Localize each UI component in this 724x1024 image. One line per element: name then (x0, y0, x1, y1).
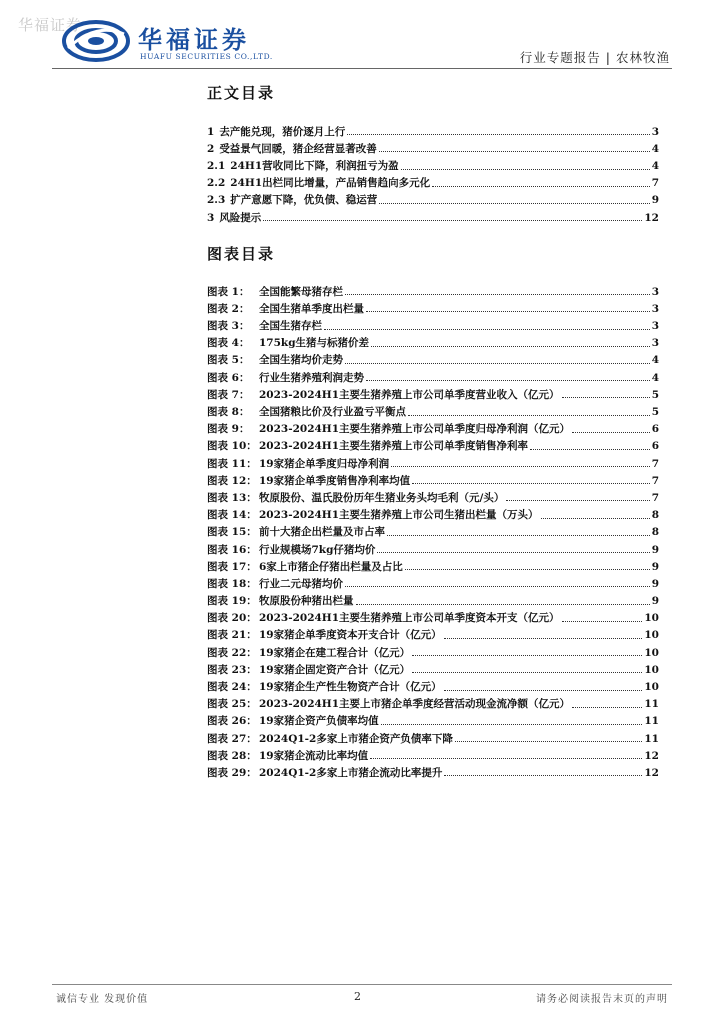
figure-dot-leader (562, 621, 643, 622)
toc-number: 2 (207, 142, 215, 155)
figure-entry[interactable] (207, 400, 659, 417)
figure-dot-leader (387, 535, 650, 536)
figure-page-number: 7 (651, 474, 659, 487)
figure-page-number: 10 (644, 681, 659, 693)
figure-title: 6家上市猪企仔猪出栏量及占比 (259, 560, 403, 573)
figure-list (207, 280, 659, 778)
toc-title: 风险提示 (219, 211, 262, 224)
figure-dot-leader (405, 569, 650, 570)
figure-title: 2023-2024H1主要生猪养殖上市公司单季度归母净利润（亿元） (259, 423, 571, 436)
toc-entry[interactable] (207, 137, 659, 154)
figure-page-number: 4 (651, 371, 659, 384)
figure-dot-leader (324, 329, 650, 330)
figure-title: 全国能繁母猪存栏 (259, 285, 343, 298)
figure-page-number: 3 (651, 302, 659, 315)
figure-entry[interactable] (207, 383, 659, 400)
toc-page-number: 9 (651, 194, 659, 207)
figure-entry[interactable] (207, 486, 659, 503)
toc-title: 受益景气回暖，猪企经营显著改善 (219, 142, 377, 155)
toc-page-number: 4 (651, 160, 659, 173)
toc-dot-leader (401, 169, 650, 170)
figure-dot-leader (356, 604, 650, 605)
figure-page-number: 7 (651, 457, 659, 470)
figure-title: 全国猪粮比价及行业盈亏平衡点 (259, 406, 406, 418)
figure-page-number: 3 (651, 337, 659, 350)
figure-number: 图表 11： (207, 457, 257, 470)
figure-number: 图表 26： (207, 715, 257, 728)
header-separator: | (605, 50, 611, 65)
toc-title: 24H1营收同比下降，利润扭亏为盈 (230, 160, 399, 173)
figure-entry[interactable] (207, 366, 659, 383)
figure-title: 牧原股份、温氏股份历年生猪业务头均毛利（元/头） (259, 491, 505, 504)
figure-dot-leader (444, 690, 643, 691)
figure-dot-leader (506, 500, 649, 501)
figure-dot-leader (345, 294, 650, 295)
figure-entry[interactable] (207, 727, 659, 744)
figure-dot-leader (412, 655, 642, 656)
figure-dot-leader (444, 775, 642, 776)
figure-page-number: 8 (651, 509, 659, 522)
figure-dot-leader (371, 346, 650, 347)
figure-entry[interactable] (207, 297, 659, 314)
toc-number: 2.2 (207, 177, 226, 190)
figure-entry[interactable] (207, 418, 659, 435)
toc-title: 扩产意愿下降，优负债、稳运营 (230, 194, 378, 207)
figure-page-number: 12 (644, 766, 659, 779)
figure-number: 图表 13： (207, 491, 257, 504)
huafu-logo-icon (62, 18, 132, 64)
figure-entry[interactable] (207, 314, 659, 331)
figure-number: 图表 10： (207, 440, 257, 453)
toc-page-number: 7 (651, 177, 659, 190)
toc-entry[interactable] (207, 154, 659, 171)
figure-entry[interactable] (207, 538, 659, 555)
figure-page-number: 5 (651, 406, 659, 418)
figure-title: 175kg生猪与标猪价差 (259, 337, 370, 350)
figure-dot-leader (381, 724, 643, 725)
figure-title: 2024Q1-2多家上市猪企资产负债率下降 (259, 732, 453, 745)
figure-number: 图表 25： (207, 698, 257, 711)
figure-number: 图表 3： (207, 320, 250, 333)
figure-number: 图表 14： (207, 509, 257, 522)
figure-number: 图表 20： (207, 612, 257, 625)
figure-dot-leader (391, 466, 650, 467)
figure-number: 图表 19： (207, 595, 257, 608)
toc-dot-leader (347, 134, 649, 135)
figure-page-number: 11 (644, 715, 659, 728)
figure-dot-leader (572, 432, 650, 433)
figure-number: 图表 15： (207, 526, 257, 539)
figure-title: 全国生猪单季度出栏量 (259, 302, 364, 315)
figure-page-number: 7 (651, 491, 659, 504)
figure-page-number: 12 (644, 749, 659, 762)
figure-page-number: 4 (651, 354, 659, 367)
figure-page-number: 10 (644, 629, 659, 642)
figure-entry[interactable] (207, 332, 659, 349)
figure-page-number: 10 (644, 612, 659, 625)
figure-page-number: 10 (644, 663, 659, 676)
toc-number: 2.3 (207, 194, 226, 207)
figure-page-number: 6 (651, 440, 659, 453)
figure-entry[interactable] (207, 349, 659, 366)
toc-entry[interactable] (207, 206, 659, 223)
figure-page-number: 9 (651, 560, 659, 573)
figure-title: 19家猪企单季度销售净利率均值 (259, 474, 411, 487)
figure-number: 图表 6： (207, 371, 250, 384)
watermark: 华福证券 (18, 16, 83, 34)
figure-page-number: 10 (644, 646, 659, 659)
figure-title: 2024Q1-2多家上市猪企流动比率提升 (259, 766, 443, 779)
footer-disclaimer: 请务必阅读报告末页的声明 (536, 994, 668, 1005)
figure-entry[interactable] (207, 503, 659, 520)
figure-entry[interactable] (207, 435, 659, 452)
company-logo (62, 18, 272, 66)
figure-page-number: 9 (651, 577, 659, 590)
figure-dot-leader (444, 638, 643, 639)
figure-title: 2023-2024H1主要生猪养殖上市公司单季度资本开支（亿元） (259, 612, 560, 625)
figure-entry[interactable] (207, 452, 659, 469)
toc-list (207, 120, 659, 223)
figure-page-number: 11 (644, 732, 659, 745)
figure-dot-leader (366, 311, 650, 312)
figure-dot-leader (541, 518, 650, 519)
figure-title: 19家猪企单季度资本开支合计（亿元） (259, 629, 442, 642)
figure-entry[interactable] (207, 641, 659, 658)
figure-number: 图表 5： (207, 354, 250, 367)
figure-title: 行业规模场7kg仔猪均价 (259, 543, 376, 556)
figure-page-number: 3 (651, 285, 659, 298)
toc-dot-leader (379, 151, 650, 152)
toc-title: 去产能兑现，猪价逐月上行 (219, 125, 346, 138)
figure-number: 图表 23： (207, 663, 257, 676)
figures-heading: 图表目录 (207, 245, 276, 263)
toc-entry[interactable] (207, 172, 659, 189)
footer-slogan: 诚信专业 发现价值 (56, 994, 149, 1005)
figure-title: 全国生猪均价走势 (259, 354, 343, 367)
page-number: 2 (354, 990, 361, 1003)
toc-dot-leader (263, 220, 642, 221)
figure-entry[interactable] (207, 555, 659, 572)
figure-dot-leader (345, 363, 650, 364)
figure-number: 图表 16： (207, 543, 257, 556)
figure-title: 2023-2024H1主要生猪养殖上市公司单季度销售净利率 (259, 440, 529, 453)
figure-page-number: 6 (651, 423, 659, 436)
toc-page-number: 4 (651, 142, 659, 155)
figure-entry[interactable] (207, 710, 659, 727)
figure-page-number: 8 (651, 526, 659, 539)
figure-entry[interactable] (207, 280, 659, 297)
figure-entry[interactable] (207, 572, 659, 589)
figure-entry[interactable] (207, 521, 659, 538)
figure-title: 2023-2024H1主要生猪养殖上市公司单季度营业收入（亿元） (259, 388, 560, 401)
figure-dot-leader (366, 380, 650, 381)
figure-dot-leader (412, 672, 642, 673)
figure-number: 图表 4： (207, 337, 250, 350)
figure-entry[interactable] (207, 589, 659, 606)
figure-entry[interactable] (207, 761, 659, 778)
figure-dot-leader (572, 707, 642, 708)
footer-divider (52, 984, 672, 985)
figure-title: 行业二元母猪均价 (259, 577, 343, 590)
figure-number: 图表 27： (207, 732, 257, 745)
figure-title: 19家猪企单季度归母净利润 (259, 457, 390, 470)
figure-title: 19家猪企资产负债率均值 (259, 715, 379, 728)
figure-entry[interactable] (207, 675, 659, 692)
industry-name: 农林牧渔 (615, 50, 670, 65)
toc-dot-leader (379, 203, 649, 204)
figure-dot-leader (377, 552, 649, 553)
figure-number: 图表 24： (207, 681, 257, 693)
figure-dot-leader (370, 758, 642, 759)
figure-page-number: 3 (651, 320, 659, 333)
figure-dot-leader (408, 415, 650, 416)
figure-title: 全国生猪存栏 (259, 320, 322, 333)
figure-dot-leader (455, 741, 643, 742)
figure-title: 19家猪企在建工程合计（亿元） (259, 646, 411, 659)
figure-entry[interactable] (207, 693, 659, 710)
toc-title: 24H1出栏同比增量，产品销售趋向多元化 (230, 177, 431, 190)
figure-entry[interactable] (207, 658, 659, 675)
toc-number: 1 (207, 125, 215, 138)
figure-entry[interactable] (207, 624, 659, 641)
figure-page-number: 11 (644, 698, 659, 711)
figure-number: 图表 22： (207, 646, 257, 659)
figure-number: 图表 12： (207, 474, 257, 487)
figure-page-number: 9 (651, 543, 659, 556)
figure-number: 图表 2： (207, 302, 250, 315)
figure-entry[interactable] (207, 607, 659, 624)
toc-entry[interactable] (207, 120, 659, 137)
toc-dot-leader (432, 186, 650, 187)
figure-title: 前十大猪企出栏量及市占率 (259, 526, 385, 539)
toc-entry[interactable] (207, 189, 659, 206)
figure-page-number: 9 (651, 595, 659, 608)
figure-dot-leader (345, 586, 650, 587)
figure-number: 图表 8： (207, 406, 250, 418)
figure-title: 19家猪企流动比率均值 (259, 749, 369, 762)
figure-title: 2023-2024H1主要生猪养殖上市公司生猪出栏量（万头） (259, 509, 539, 522)
figure-title: 行业生猪养殖利润走势 (259, 371, 364, 384)
figure-number: 图表 28： (207, 749, 257, 762)
header-divider (52, 68, 672, 69)
figure-dot-leader (412, 483, 650, 484)
logo-chinese-name: 华福证券 (138, 26, 250, 54)
figure-entry[interactable] (207, 744, 659, 761)
toc-page-number: 3 (651, 125, 659, 138)
figure-dot-leader (562, 397, 650, 398)
figure-entry[interactable] (207, 469, 659, 486)
figure-dot-leader (530, 449, 650, 450)
figure-number: 图表 9： (207, 423, 250, 436)
figure-number: 图表 7： (207, 388, 250, 401)
figure-number: 图表 29： (207, 766, 257, 779)
toc-number: 3 (207, 211, 215, 224)
report-header (520, 48, 670, 66)
figure-page-number: 5 (651, 388, 659, 401)
figure-number: 图表 21： (207, 629, 257, 642)
toc-heading: 正文目录 (207, 84, 276, 102)
figure-number: 图表 1： (207, 285, 250, 298)
figure-title: 2023-2024H1主要上市猪企单季度经营活动现金流净额（亿元） (259, 698, 571, 711)
figure-title: 19家猪企生产性生物资产合计（亿元） (259, 681, 442, 693)
figure-title: 19家猪企固定资产合计（亿元） (259, 663, 411, 676)
toc-page-number: 12 (644, 211, 659, 224)
figure-number: 图表 17： (207, 560, 257, 573)
figure-title: 牧原股份种猪出栏量 (259, 595, 354, 608)
figure-number: 图表 18： (207, 577, 257, 590)
logo-english-name: HUAFU SECURITIES CO.,LTD. (140, 52, 273, 61)
report-type: 行业专题报告 (519, 50, 601, 65)
toc-number: 2.1 (207, 160, 226, 173)
